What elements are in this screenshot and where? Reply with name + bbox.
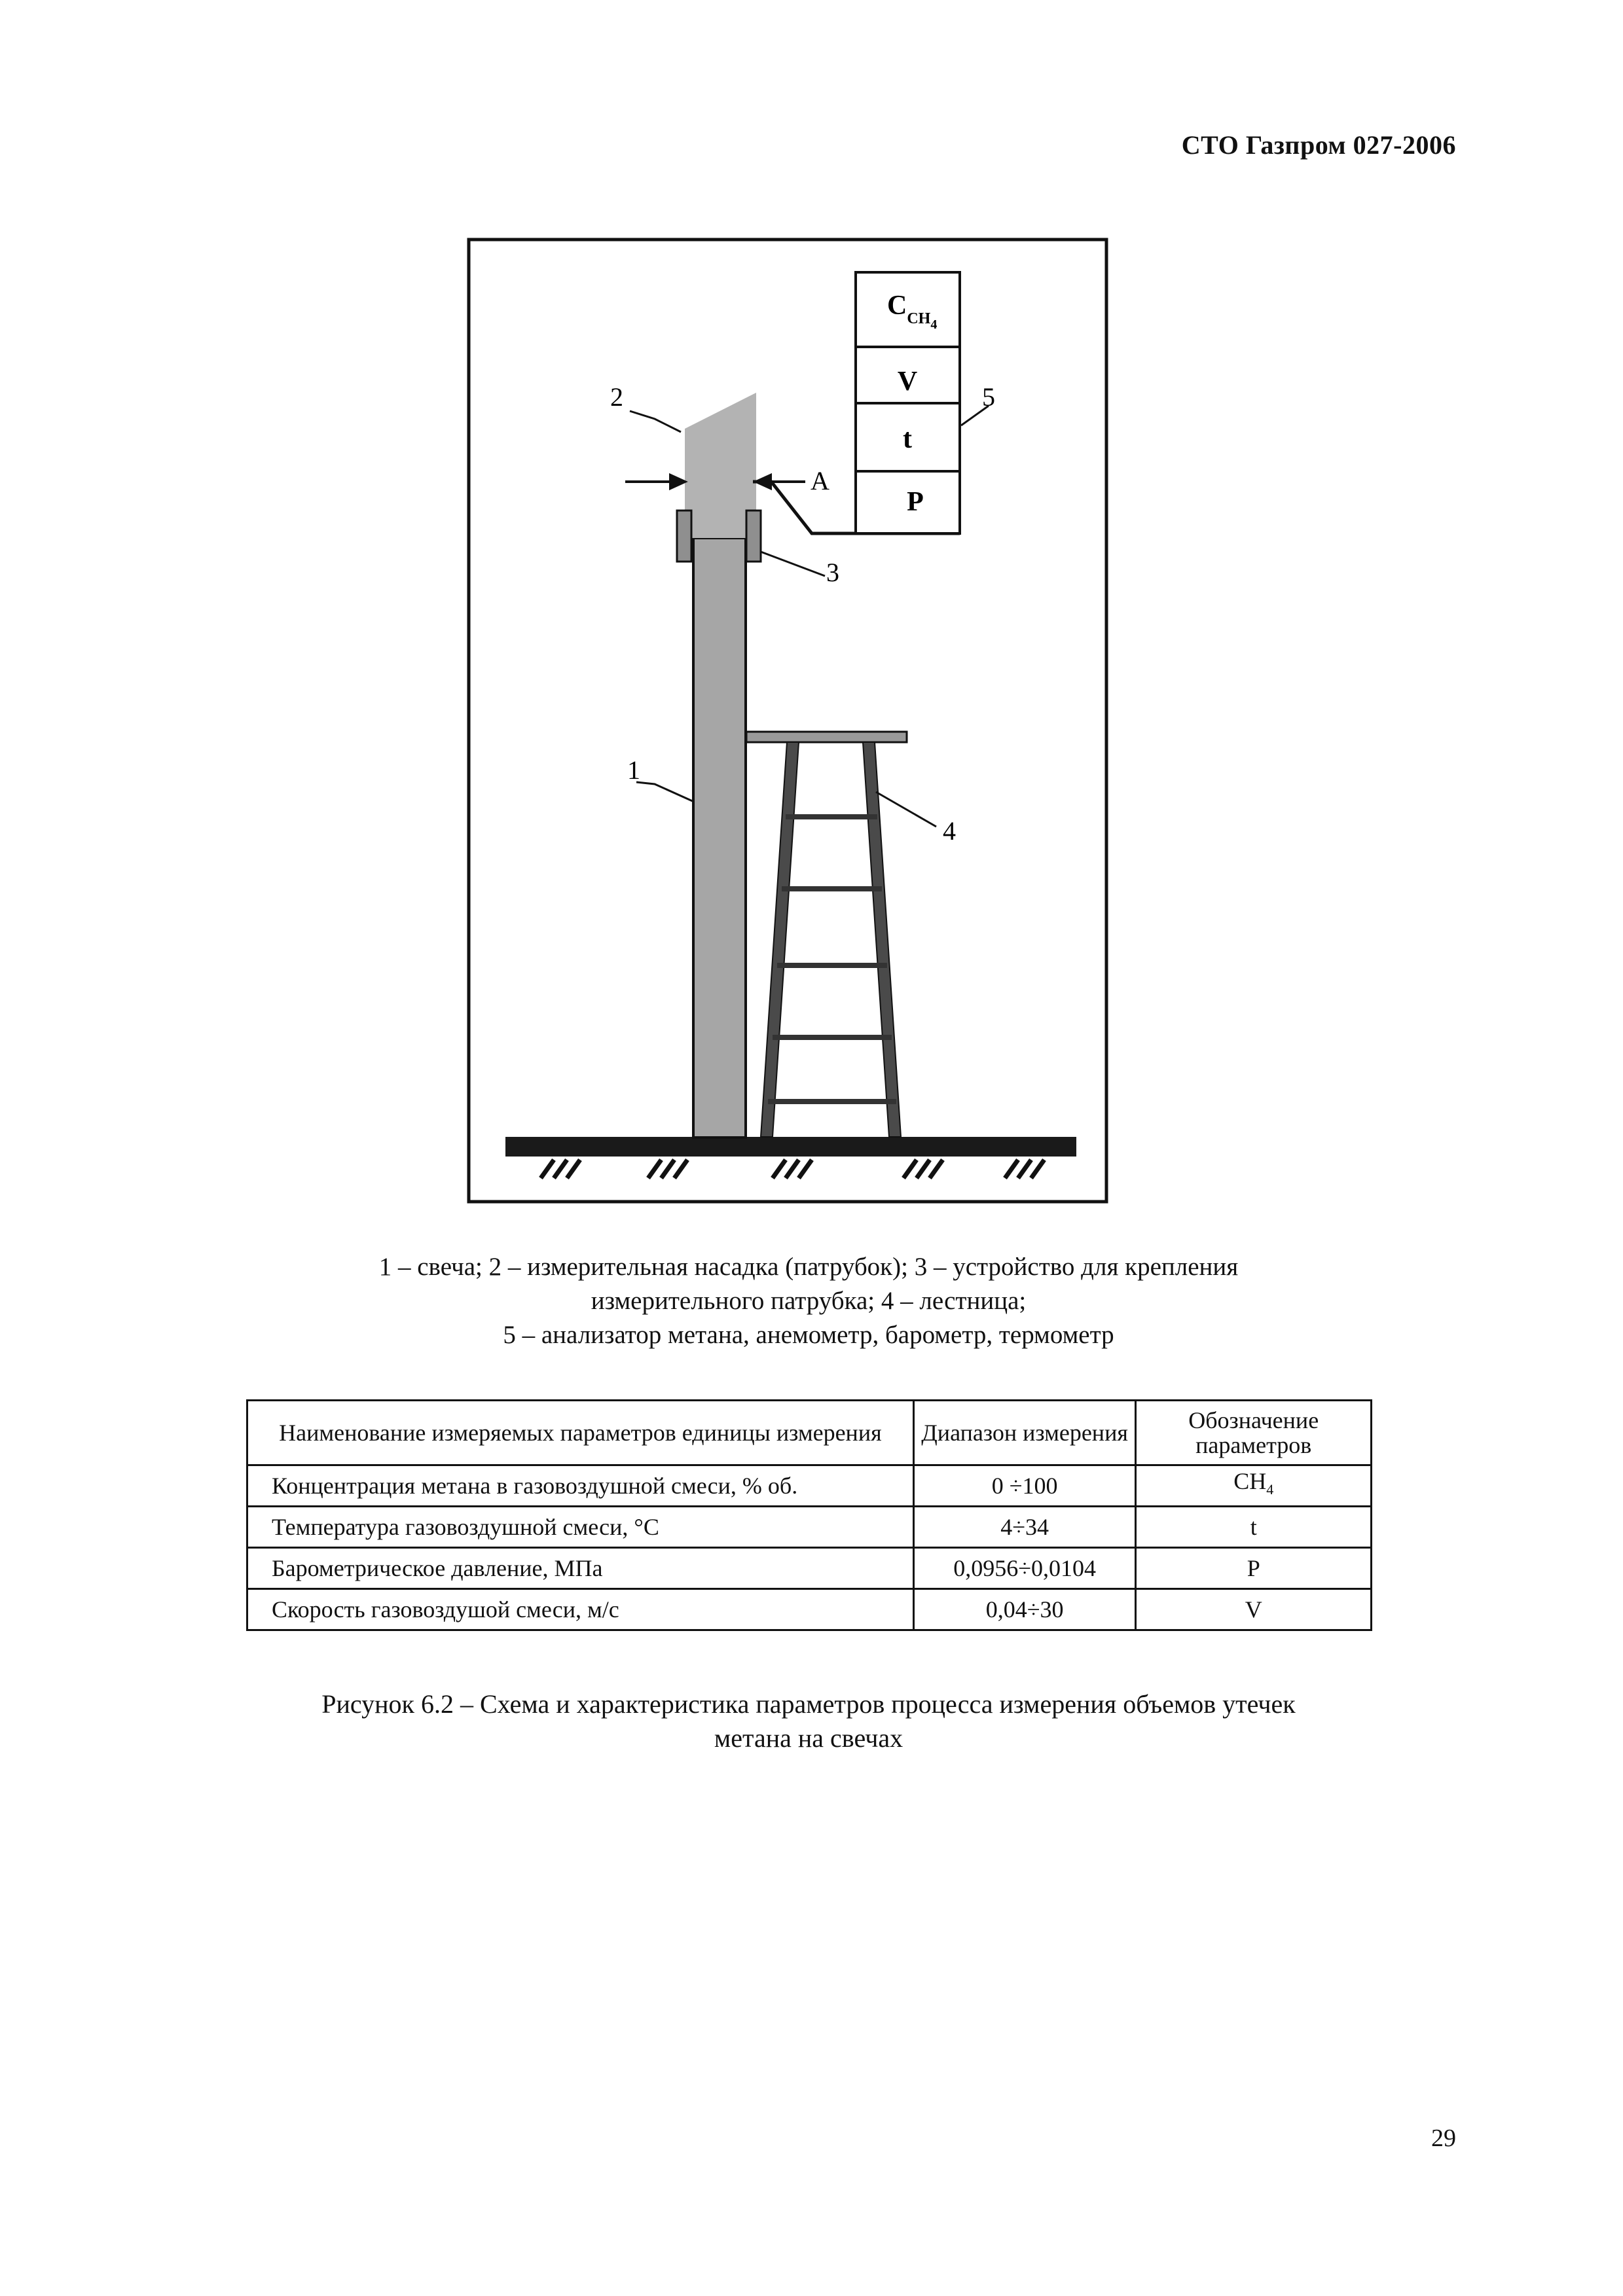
callout-5: 5 [982, 382, 995, 412]
caption-line: метана на свечах [714, 1723, 903, 1753]
table-header-row [247, 1401, 1372, 1465]
figure-legend [157, 1250, 1460, 1352]
clamp-right [746, 511, 761, 562]
parameter-name: Температура газовоздушной смеси, °C [247, 1507, 914, 1548]
parameter-range: 0,04÷30 [913, 1589, 1136, 1630]
parameter-name: Концентрация метана в газовоздушной смеси, % об. [247, 1465, 914, 1507]
legend-line: 1 – свеча; 2 – измерительная насадка (патрубок); 3 – устройство для крепления [378, 1253, 1239, 1281]
legend-line: измерительного патрубка; 4 – лестница; [591, 1287, 1027, 1315]
ladder [746, 732, 907, 1137]
callout-3: 3 [826, 558, 839, 587]
caption-line: Рисунок 6.2 – Схема и характеристика параметров процесса измерения объемов утечек [321, 1689, 1296, 1719]
analyzer-velocity-label: V [897, 367, 918, 397]
parameter-symbol: V [1136, 1589, 1372, 1630]
table-row [247, 1465, 1372, 1507]
header-range: Диапазон измерения [913, 1401, 1136, 1465]
parameters-table [246, 1399, 1372, 1631]
callout-2: 2 [610, 382, 623, 412]
legend-line: 5 – анализатор метана, анемометр, барометр, термометр [503, 1321, 1114, 1349]
table-row [247, 1548, 1372, 1589]
parameter-symbol: P [1136, 1548, 1372, 1589]
header-symbol: Обозначение параметров [1136, 1401, 1372, 1465]
parameter-range: 4÷34 [913, 1507, 1136, 1548]
callout-a: A [811, 466, 830, 495]
parameter-symbol: t [1136, 1507, 1372, 1548]
analyzer-pressure-label: P [907, 487, 924, 517]
parameter-range: 0,0956÷0,0104 [913, 1548, 1136, 1589]
parameter-range: 0 ÷100 [913, 1465, 1136, 1507]
table-row [247, 1589, 1372, 1630]
analyzer-methane-label: $C_{CH}4$ [887, 291, 938, 332]
clamp-left [677, 511, 691, 562]
figure-caption [157, 1687, 1460, 1755]
parameter-name: Скорость газовоздушой смеси, м/с [247, 1589, 914, 1630]
candle-pipe [693, 538, 746, 1138]
ground-hatching [541, 1160, 1044, 1178]
header-parameter-name: Наименование измеряемых параметров единицы измерения [247, 1401, 914, 1465]
parameter-symbol: $CH_4$ [1136, 1465, 1372, 1507]
page-number: 29 [1431, 2125, 1456, 2152]
callout-1: 1 [627, 755, 640, 785]
figure-frame [469, 240, 1106, 1202]
parameter-name: Барометрическое давление, МПа [247, 1548, 914, 1589]
ground-line [505, 1137, 1076, 1157]
document-header: СТО Газпром 027-2006 [1181, 130, 1456, 160]
table-row [247, 1507, 1372, 1548]
callout-4: 4 [943, 816, 956, 846]
analyzer-temperature-label: t [903, 424, 912, 454]
